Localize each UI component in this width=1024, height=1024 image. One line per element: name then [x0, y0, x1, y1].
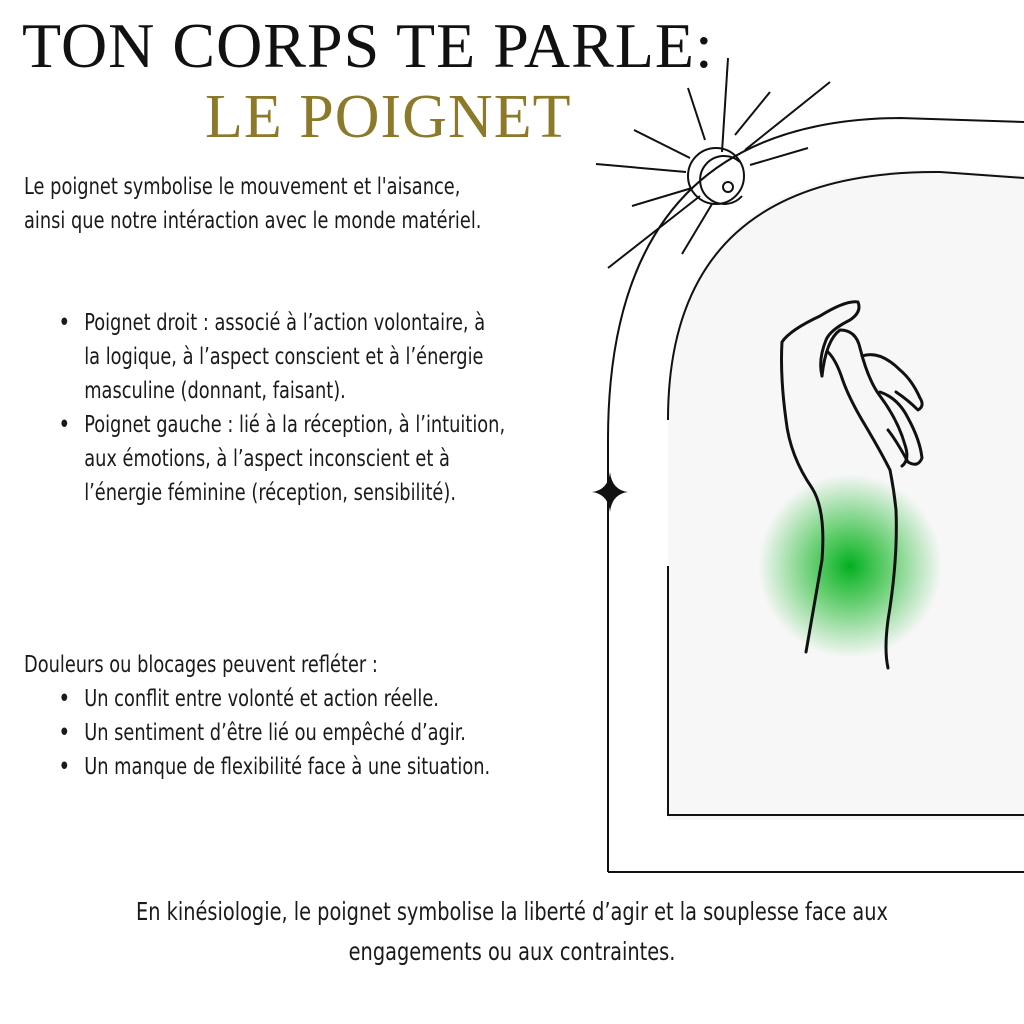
list-item-left-wrist: • Poignet gauche : lié à la réception, à l’intuition, aux émotions, à l’aspect inconscient et à l’énergie féminine (réception, sensibilité). — [24, 408, 506, 510]
list-item: • Un conflit entre volonté et action réelle. — [24, 682, 574, 716]
list-item: • Un manque de flexibilité face à une situation. — [24, 750, 574, 784]
footer-text-inner: En kinésiologie, le poignet symbolise la liberté d’agir et la souplesse face aux engagements ou aux contraintes. — [136, 897, 888, 966]
crescent-moon-icon — [688, 148, 744, 204]
page-subtitle: LE POIGNET — [205, 83, 572, 151]
page-title: TON CORPS TE PARLE: — [22, 10, 714, 81]
list-item: • Un sentiment d’être lié ou empêché d’agir. — [24, 716, 574, 750]
intro-paragraph: Le poignet symbolise le mouvement et l'aisance, ainsi que notre intéraction avec le monde matériel. — [24, 174, 482, 234]
sparkle-star-icon — [592, 472, 628, 512]
wrist-highlight — [758, 474, 942, 658]
list-item-right-wrist: • Poignet droit : associé à l’action volontaire, à la logique, à l’aspect conscient et à l’énergie masculine (donnant, faisant). — [24, 306, 506, 408]
wrist-points-list — [24, 306, 506, 510]
footer-text — [0, 892, 1024, 972]
blocks-list — [24, 682, 574, 784]
blocks-intro: Douleurs ou blocages peuvent refléter : — [24, 652, 378, 678]
